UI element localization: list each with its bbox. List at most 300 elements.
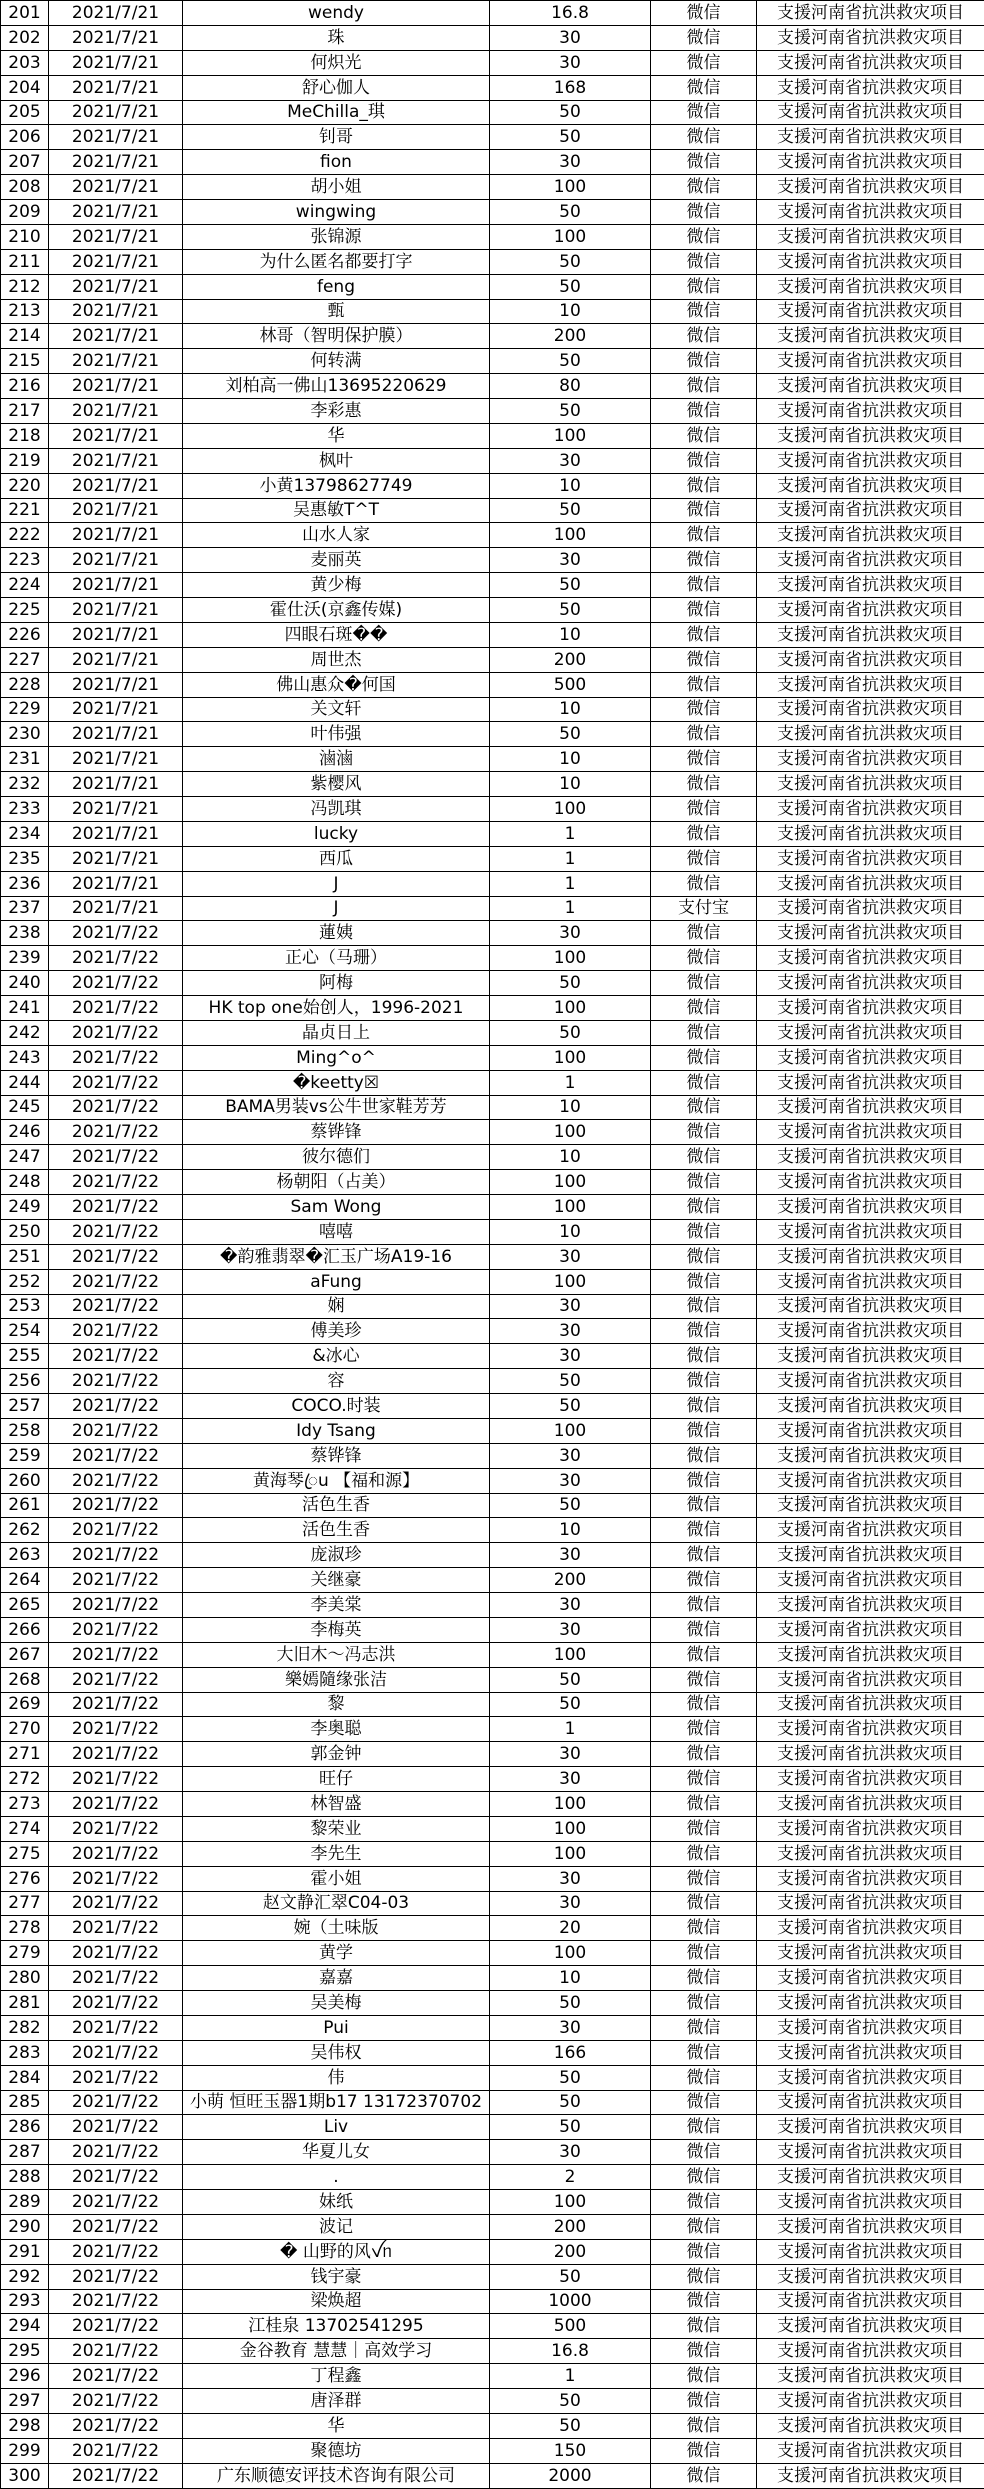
table-row <box>1 1692 984 1717</box>
project-name: 支援河南省抗洪救灾项目 <box>757 100 984 125</box>
payment-method: 微信 <box>651 1667 757 1692</box>
row-number: 277 <box>1 1891 49 1916</box>
payment-method: 微信 <box>651 1841 757 1866</box>
donation-date: 2021/7/21 <box>49 797 183 822</box>
donor-name: 林哥（智明保护膜） <box>183 324 490 349</box>
project-name: 支援河南省抗洪救灾项目 <box>757 1070 984 1095</box>
row-number: 289 <box>1 2190 49 2215</box>
table-row <box>1 1717 984 1742</box>
donation-amount: 50 <box>490 2389 651 2414</box>
table-row <box>1 598 984 623</box>
table-row <box>1 523 984 548</box>
project-name: 支援河南省抗洪救灾项目 <box>757 672 984 697</box>
project-name: 支援河南省抗洪救灾项目 <box>757 772 984 797</box>
donor-name: 林智盛 <box>183 1792 490 1817</box>
donation-date: 2021/7/21 <box>49 100 183 125</box>
table-row <box>1 1344 984 1369</box>
table-row <box>1 2364 984 2389</box>
table-row <box>1 473 984 498</box>
table-row <box>1 1816 984 1841</box>
table-row <box>1 125 984 150</box>
donation-date: 2021/7/22 <box>49 1941 183 1966</box>
table-row <box>1 2264 984 2289</box>
project-name: 支援河南省抗洪救灾项目 <box>757 523 984 548</box>
payment-method: 微信 <box>651 1195 757 1220</box>
table-row <box>1 1394 984 1419</box>
donor-name: 何炽光 <box>183 50 490 75</box>
donor-name: 小萌 恒旺玉器1期b17 13172370702 <box>183 2090 490 2115</box>
row-number: 247 <box>1 1145 49 1170</box>
table-row <box>1 1219 984 1244</box>
donation-amount: 30 <box>490 1617 651 1642</box>
table-row <box>1 647 984 672</box>
row-number: 270 <box>1 1717 49 1742</box>
donation-date: 2021/7/21 <box>49 175 183 200</box>
payment-method: 微信 <box>651 1 757 26</box>
row-number: 253 <box>1 1294 49 1319</box>
donation-amount: 16.8 <box>490 2339 651 2364</box>
donation-amount: 100 <box>490 996 651 1021</box>
row-number: 205 <box>1 100 49 125</box>
project-name: 支援河南省抗洪救灾项目 <box>757 374 984 399</box>
donation-amount: 100 <box>490 1269 651 1294</box>
table-row <box>1 1095 984 1120</box>
donation-date: 2021/7/22 <box>49 2314 183 2339</box>
table-row <box>1 423 984 448</box>
donor-name: feng <box>183 274 490 299</box>
project-name: 支援河南省抗洪救灾项目 <box>757 2165 984 2190</box>
row-number: 250 <box>1 1219 49 1244</box>
row-number: 281 <box>1 1991 49 2016</box>
project-name: 支援河南省抗洪救灾项目 <box>757 971 984 996</box>
table-row <box>1 2463 984 2488</box>
donation-amount: 50 <box>490 573 651 598</box>
donation-amount: 10 <box>490 473 651 498</box>
table-row <box>1 1518 984 1543</box>
donation-amount: 50 <box>490 399 651 424</box>
donation-amount: 1 <box>490 1717 651 1742</box>
donation-amount: 10 <box>490 1145 651 1170</box>
row-number: 296 <box>1 2364 49 2389</box>
table-row <box>1 100 984 125</box>
payment-method: 微信 <box>651 1170 757 1195</box>
donor-name: 四眼石斑�� <box>183 622 490 647</box>
table-row <box>1 846 984 871</box>
row-number: 231 <box>1 747 49 772</box>
donor-name: 珠 <box>183 25 490 50</box>
donation-date: 2021/7/22 <box>49 2214 183 2239</box>
row-number: 297 <box>1 2389 49 2414</box>
donation-amount: 30 <box>490 2015 651 2040</box>
donation-date: 2021/7/22 <box>49 1617 183 1642</box>
donation-amount: 2000 <box>490 2463 651 2488</box>
payment-method: 微信 <box>651 2115 757 2140</box>
row-number: 278 <box>1 1916 49 1941</box>
project-name: 支援河南省抗洪救灾项目 <box>757 1941 984 1966</box>
donor-name: 周世杰 <box>183 647 490 672</box>
project-name: 支援河南省抗洪救灾项目 <box>757 2065 984 2090</box>
table-row <box>1 2115 984 2140</box>
project-name: 支援河南省抗洪救灾项目 <box>757 50 984 75</box>
donor-name: 钱宇豪 <box>183 2264 490 2289</box>
donation-amount: 30 <box>490 1468 651 1493</box>
donation-date: 2021/7/22 <box>49 1543 183 1568</box>
donor-name: J <box>183 896 490 921</box>
row-number: 300 <box>1 2463 49 2488</box>
payment-method: 微信 <box>651 125 757 150</box>
donor-name: wingwing <box>183 200 490 225</box>
donor-name: 活色生香 <box>183 1518 490 1543</box>
project-name: 支援河南省抗洪救灾项目 <box>757 1294 984 1319</box>
table-row <box>1 2438 984 2463</box>
project-name: 支援河南省抗洪救灾项目 <box>757 1717 984 1742</box>
row-number: 203 <box>1 50 49 75</box>
donation-date: 2021/7/22 <box>49 1319 183 1344</box>
donation-date: 2021/7/21 <box>49 349 183 374</box>
row-number: 268 <box>1 1667 49 1692</box>
project-name: 支援河南省抗洪救灾项目 <box>757 1195 984 1220</box>
donor-name: 容 <box>183 1369 490 1394</box>
project-name: 支援河南省抗洪救灾项目 <box>757 2090 984 2115</box>
row-number: 273 <box>1 1792 49 1817</box>
project-name: 支援河南省抗洪救灾项目 <box>757 473 984 498</box>
donation-amount: 30 <box>490 1443 651 1468</box>
donor-name: � 山野的风ꪜᥒ <box>183 2239 490 2264</box>
project-name: 支援河南省抗洪救灾项目 <box>757 1020 984 1045</box>
payment-method: 微信 <box>651 622 757 647</box>
donor-name: 杨朝阳（占美） <box>183 1170 490 1195</box>
project-name: 支援河南省抗洪救灾项目 <box>757 1344 984 1369</box>
row-number: 254 <box>1 1319 49 1344</box>
project-name: 支援河南省抗洪救灾项目 <box>757 1369 984 1394</box>
project-name: 支援河南省抗洪救灾项目 <box>757 399 984 424</box>
table-row <box>1 324 984 349</box>
project-name: 支援河南省抗洪救灾项目 <box>757 299 984 324</box>
donation-date: 2021/7/22 <box>49 1195 183 1220</box>
donor-name: 李先生 <box>183 1841 490 1866</box>
payment-method: 微信 <box>651 697 757 722</box>
row-number: 263 <box>1 1543 49 1568</box>
donation-amount: 50 <box>490 1020 651 1045</box>
table-row <box>1 2389 984 2414</box>
project-name: 支援河南省抗洪救灾项目 <box>757 1095 984 1120</box>
row-number: 271 <box>1 1742 49 1767</box>
payment-method: 微信 <box>651 2264 757 2289</box>
donation-amount: 50 <box>490 2264 651 2289</box>
row-number: 241 <box>1 996 49 1021</box>
table-row <box>1 1543 984 1568</box>
table-row <box>1 1568 984 1593</box>
donor-name: 吴美梅 <box>183 1991 490 2016</box>
donation-date: 2021/7/21 <box>49 473 183 498</box>
donor-name: 广东顺德安评技术咨询有限公司 <box>183 2463 490 2488</box>
project-name: 支援河南省抗洪救灾项目 <box>757 598 984 623</box>
donation-amount: 50 <box>490 971 651 996</box>
row-number: 207 <box>1 150 49 175</box>
project-name: 支援河南省抗洪救灾项目 <box>757 2040 984 2065</box>
table-row <box>1 175 984 200</box>
donation-date: 2021/7/22 <box>49 1717 183 1742</box>
table-row <box>1 200 984 225</box>
row-number: 269 <box>1 1692 49 1717</box>
project-name: 支援河南省抗洪救灾项目 <box>757 747 984 772</box>
donation-amount: 200 <box>490 647 651 672</box>
project-name: 支援河南省抗洪救灾项目 <box>757 1219 984 1244</box>
donation-amount: 100 <box>490 1642 651 1667</box>
project-name: 支援河南省抗洪救灾项目 <box>757 871 984 896</box>
payment-method: 微信 <box>651 75 757 100</box>
payment-method: 支付宝 <box>651 896 757 921</box>
payment-method: 微信 <box>651 2239 757 2264</box>
donor-name: 吴伟权 <box>183 2040 490 2065</box>
table-row <box>1 1916 984 1941</box>
donation-date: 2021/7/21 <box>49 25 183 50</box>
donor-name: 波记 <box>183 2214 490 2239</box>
row-number: 284 <box>1 2065 49 2090</box>
donation-amount: 100 <box>490 1195 651 1220</box>
payment-method: 微信 <box>651 1045 757 1070</box>
row-number: 249 <box>1 1195 49 1220</box>
donor-name: 李彩惠 <box>183 399 490 424</box>
payment-method: 微信 <box>651 2015 757 2040</box>
donation-amount: 10 <box>490 299 651 324</box>
row-number: 228 <box>1 672 49 697</box>
donor-name: 李美棠 <box>183 1593 490 1618</box>
row-number: 226 <box>1 622 49 647</box>
donor-name: Ming^o^ <box>183 1045 490 1070</box>
donor-name: Pui <box>183 2015 490 2040</box>
donation-amount: 100 <box>490 1170 651 1195</box>
donor-name: 吴惠敏T^T <box>183 498 490 523</box>
project-name: 支援河南省抗洪救灾项目 <box>757 1493 984 1518</box>
donation-amount: 30 <box>490 150 651 175</box>
donation-date: 2021/7/22 <box>49 1294 183 1319</box>
row-number: 232 <box>1 772 49 797</box>
donation-amount: 166 <box>490 2040 651 2065</box>
payment-method: 微信 <box>651 349 757 374</box>
donation-date: 2021/7/21 <box>49 125 183 150</box>
row-number: 280 <box>1 1966 49 1991</box>
donor-name: 山水人家 <box>183 523 490 548</box>
project-name: 支援河南省抗洪救灾项目 <box>757 1 984 26</box>
donation-amount: 50 <box>490 2413 651 2438</box>
donation-date: 2021/7/22 <box>49 1219 183 1244</box>
donation-date: 2021/7/21 <box>49 200 183 225</box>
row-number: 215 <box>1 349 49 374</box>
donor-name: Liv <box>183 2115 490 2140</box>
donation-date: 2021/7/22 <box>49 1991 183 2016</box>
donation-date: 2021/7/22 <box>49 1045 183 1070</box>
row-number: 276 <box>1 1866 49 1891</box>
project-name: 支援河南省抗洪救灾项目 <box>757 2140 984 2165</box>
donation-date: 2021/7/22 <box>49 1020 183 1045</box>
donation-date: 2021/7/21 <box>49 374 183 399</box>
donor-name: 钊哥 <box>183 125 490 150</box>
donor-name: 滷滷 <box>183 747 490 772</box>
donation-date: 2021/7/22 <box>49 2115 183 2140</box>
donation-amount: 20 <box>490 1916 651 1941</box>
project-name: 支援河南省抗洪救灾项目 <box>757 1642 984 1667</box>
payment-method: 微信 <box>651 598 757 623</box>
project-name: 支援河南省抗洪救灾项目 <box>757 1617 984 1642</box>
payment-method: 微信 <box>651 1394 757 1419</box>
donor-name: 霍仕沃(京鑫传媒) <box>183 598 490 623</box>
project-name: 支援河南省抗洪救灾项目 <box>757 2190 984 2215</box>
payment-method: 微信 <box>651 821 757 846</box>
payment-method: 微信 <box>651 423 757 448</box>
table-row <box>1 75 984 100</box>
project-name: 支援河南省抗洪救灾项目 <box>757 1443 984 1468</box>
payment-method: 微信 <box>651 946 757 971</box>
donor-name: 蓮姨 <box>183 921 490 946</box>
table-row <box>1 1443 984 1468</box>
table-row <box>1 722 984 747</box>
project-name: 支援河南省抗洪救灾项目 <box>757 224 984 249</box>
table-row <box>1 1120 984 1145</box>
donation-amount: 30 <box>490 25 651 50</box>
row-number: 299 <box>1 2438 49 2463</box>
row-number: 212 <box>1 274 49 299</box>
donation-date: 2021/7/22 <box>49 1792 183 1817</box>
donation-amount: 150 <box>490 2438 651 2463</box>
row-number: 257 <box>1 1394 49 1419</box>
table-row <box>1 871 984 896</box>
row-number: 294 <box>1 2314 49 2339</box>
payment-method: 微信 <box>651 1941 757 1966</box>
project-name: 支援河南省抗洪救灾项目 <box>757 1841 984 1866</box>
row-number: 235 <box>1 846 49 871</box>
row-number: 293 <box>1 2289 49 2314</box>
project-name: 支援河南省抗洪救灾项目 <box>757 1816 984 1841</box>
donor-name: 婉（土味版 <box>183 1916 490 1941</box>
donation-date: 2021/7/22 <box>49 1966 183 1991</box>
project-name: 支援河南省抗洪救灾项目 <box>757 2115 984 2140</box>
table-row <box>1 896 984 921</box>
payment-method: 微信 <box>651 473 757 498</box>
payment-method: 微信 <box>651 448 757 473</box>
donor-name: &冰心 <box>183 1344 490 1369</box>
donor-name: 黄少梅 <box>183 573 490 598</box>
payment-method: 微信 <box>651 100 757 125</box>
donation-date: 2021/7/21 <box>49 722 183 747</box>
donor-name: 樂嫣隨缘张洁 <box>183 1667 490 1692</box>
row-number: 246 <box>1 1120 49 1145</box>
row-number: 288 <box>1 2165 49 2190</box>
payment-method: 微信 <box>651 1742 757 1767</box>
donation-amount: 30 <box>490 2140 651 2165</box>
table-row <box>1 1991 984 2016</box>
donor-name: �韵雅翡翠�汇玉广场A19-16 <box>183 1244 490 1269</box>
table-row <box>1 1319 984 1344</box>
project-name: 支援河南省抗洪救灾项目 <box>757 249 984 274</box>
donation-amount: 100 <box>490 224 651 249</box>
payment-method: 微信 <box>651 2314 757 2339</box>
payment-method: 微信 <box>651 1070 757 1095</box>
table-row <box>1 1742 984 1767</box>
donation-amount: 10 <box>490 622 651 647</box>
table-row <box>1 50 984 75</box>
row-number: 258 <box>1 1418 49 1443</box>
row-number: 298 <box>1 2413 49 2438</box>
donation-date: 2021/7/21 <box>49 423 183 448</box>
donation-amount: 50 <box>490 349 651 374</box>
payment-method: 微信 <box>651 871 757 896</box>
donation-date: 2021/7/21 <box>49 548 183 573</box>
payment-method: 微信 <box>651 846 757 871</box>
donation-amount: 10 <box>490 1518 651 1543</box>
row-number: 262 <box>1 1518 49 1543</box>
donation-amount: 100 <box>490 946 651 971</box>
donation-date: 2021/7/22 <box>49 1593 183 1618</box>
donation-date: 2021/7/22 <box>49 1244 183 1269</box>
table-row <box>1 1493 984 1518</box>
row-number: 223 <box>1 548 49 573</box>
row-number: 275 <box>1 1841 49 1866</box>
payment-method: 微信 <box>651 299 757 324</box>
payment-method: 微信 <box>651 1269 757 1294</box>
donor-name: 李梅英 <box>183 1617 490 1642</box>
donor-name: Idy Tsang <box>183 1418 490 1443</box>
payment-method: 微信 <box>651 1891 757 1916</box>
donation-amount: 100 <box>490 797 651 822</box>
donor-name: 傅美珍 <box>183 1319 490 1344</box>
donor-name: 为什么匿名都要打字 <box>183 249 490 274</box>
donation-amount: 50 <box>490 1394 651 1419</box>
table-row <box>1 1418 984 1443</box>
row-number: 216 <box>1 374 49 399</box>
donor-name: 活色生香 <box>183 1493 490 1518</box>
row-number: 291 <box>1 2239 49 2264</box>
project-name: 支援河南省抗洪救灾项目 <box>757 150 984 175</box>
donor-name: fion <box>183 150 490 175</box>
donation-date: 2021/7/22 <box>49 1866 183 1891</box>
donation-amount: 1 <box>490 2364 651 2389</box>
table-row <box>1 2214 984 2239</box>
table-row <box>1 946 984 971</box>
table-row <box>1 672 984 697</box>
table-row <box>1 1170 984 1195</box>
project-name: 支援河南省抗洪救灾项目 <box>757 2339 984 2364</box>
donation-amount: 30 <box>490 448 651 473</box>
donation-date: 2021/7/21 <box>49 299 183 324</box>
project-name: 支援河南省抗洪救灾项目 <box>757 1269 984 1294</box>
donation-date: 2021/7/22 <box>49 2364 183 2389</box>
donor-name: 江桂泉 13702541295 <box>183 2314 490 2339</box>
row-number: 264 <box>1 1568 49 1593</box>
donation-date: 2021/7/21 <box>49 598 183 623</box>
project-name: 支援河南省抗洪救灾项目 <box>757 846 984 871</box>
donation-date: 2021/7/21 <box>49 697 183 722</box>
donation-date: 2021/7/21 <box>49 498 183 523</box>
payment-method: 微信 <box>651 1617 757 1642</box>
payment-method: 微信 <box>651 224 757 249</box>
donation-date: 2021/7/21 <box>49 75 183 100</box>
payment-method: 微信 <box>651 2364 757 2389</box>
donation-date: 2021/7/22 <box>49 2040 183 2065</box>
row-number: 245 <box>1 1095 49 1120</box>
donor-name: COCO.时装 <box>183 1394 490 1419</box>
donation-amount: 1 <box>490 896 651 921</box>
table-row <box>1 1767 984 1792</box>
donor-name: 金谷教育 慧慧｜高效学习 <box>183 2339 490 2364</box>
donation-date: 2021/7/22 <box>49 2413 183 2438</box>
payment-method: 微信 <box>651 1593 757 1618</box>
table-row <box>1 2413 984 2438</box>
payment-method: 微信 <box>651 1767 757 1792</box>
payment-method: 微信 <box>651 1991 757 2016</box>
donation-date: 2021/7/22 <box>49 2339 183 2364</box>
table-row <box>1 747 984 772</box>
